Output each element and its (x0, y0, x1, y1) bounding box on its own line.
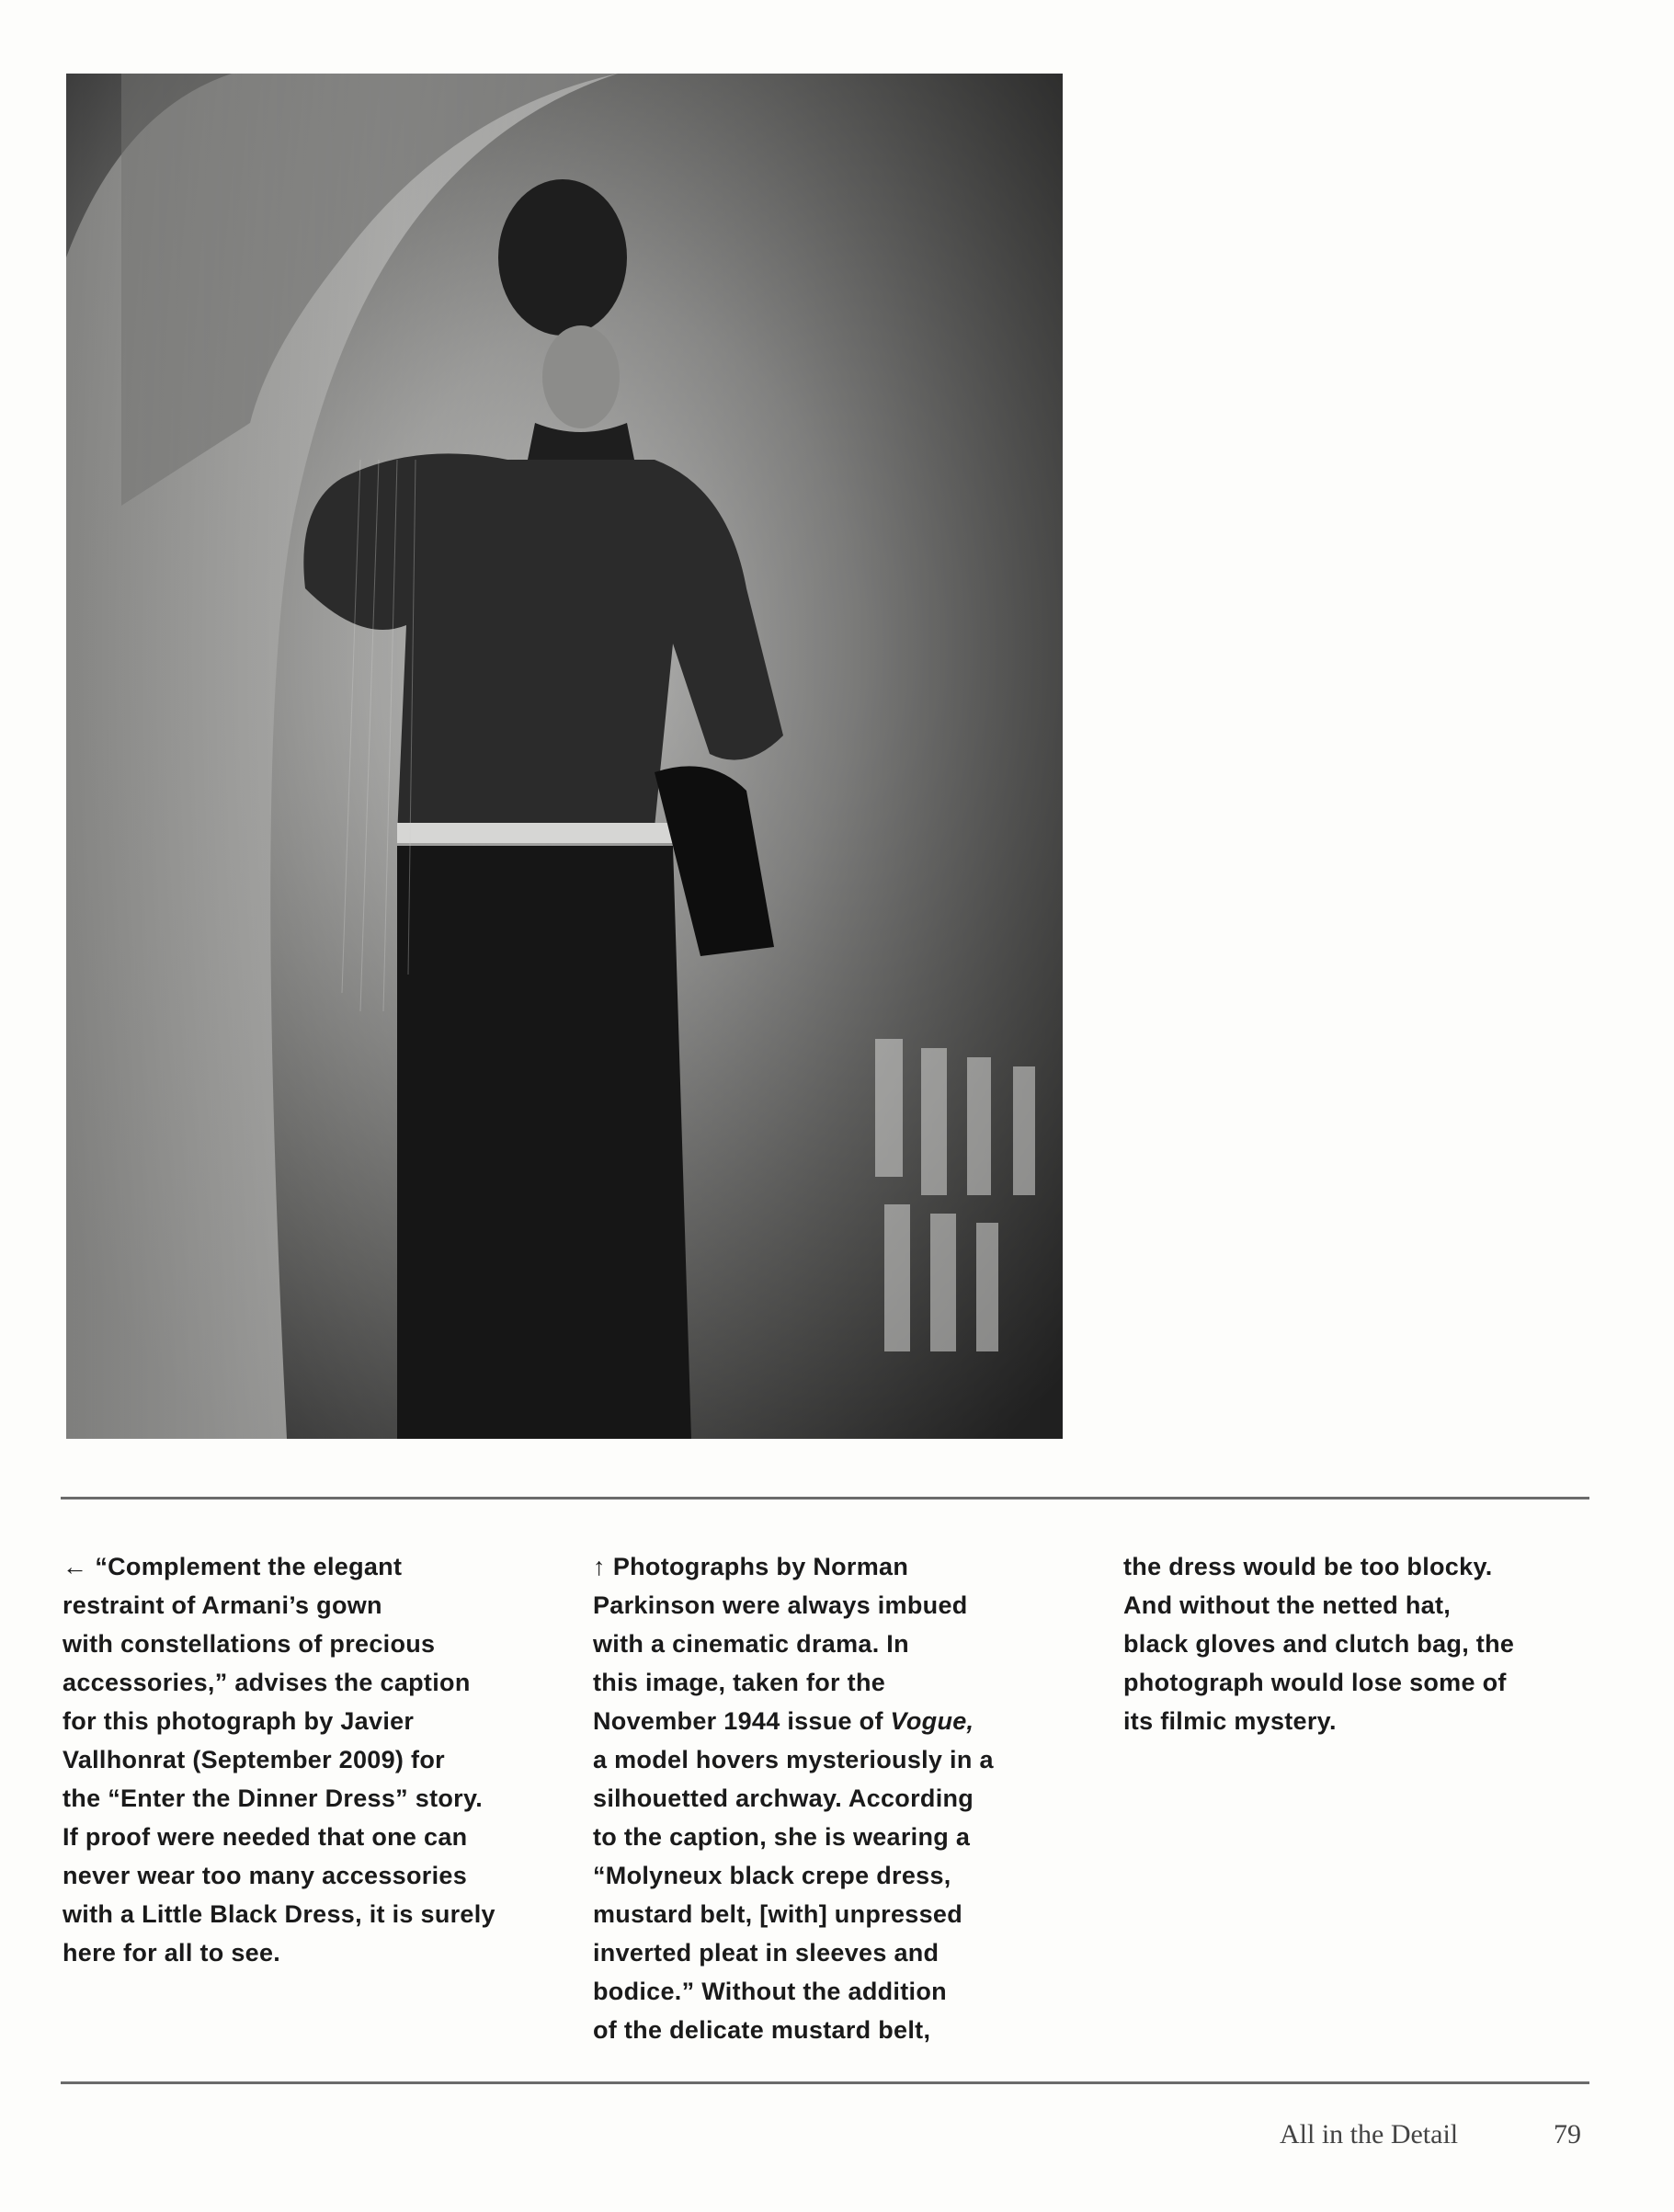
caption-left (63, 1547, 541, 1972)
fashion-photograph (66, 74, 1063, 1439)
caption-line: And without the netted hat, (1123, 1591, 1452, 1619)
caption-line: with constellations of precious (63, 1630, 436, 1658)
caption-line: with a cinematic drama. In (593, 1630, 909, 1658)
caption-line: November 1944 issue of Vogue, (593, 1707, 974, 1735)
caption-line: to the caption, she is wearing a (593, 1823, 971, 1851)
caption-line: of the delicate mustard belt, (593, 2016, 931, 2044)
magazine-title: Vogue, (890, 1707, 974, 1735)
caption-line: Vallhonrat (September 2009) for (63, 1746, 445, 1773)
caption-line: here for all to see. (63, 1939, 281, 1967)
caption-line: “Molyneux black crepe dress, (593, 1862, 951, 1889)
page-number: 79 (1554, 2119, 1581, 2149)
section-title: All in the Detail (1280, 2119, 1459, 2149)
caption-line: its filmic mystery. (1123, 1707, 1337, 1735)
caption-right-part1 (593, 1547, 1071, 2049)
caption-line: the dress would be too blocky. (1123, 1553, 1493, 1580)
caption-line: this image, taken for the (593, 1669, 886, 1696)
top-divider (61, 1497, 1589, 1499)
caption-line: silhouetted archway. According (593, 1784, 974, 1812)
up-arrow-icon: ↑ (593, 1553, 606, 1580)
left-arrow-icon: ← (63, 1553, 88, 1580)
caption-line: for this photograph by Javier (63, 1707, 415, 1735)
caption-line: photograph would lose some of (1123, 1669, 1507, 1696)
caption-line: bodice.” Without the addition (593, 1978, 947, 2005)
caption-line: inverted pleat in sleeves and (593, 1939, 939, 1967)
caption-line: restraint of Armani’s gown (63, 1591, 382, 1619)
caption-right-part2 (1123, 1547, 1583, 1740)
caption-line: with a Little Black Dress, it is surely (63, 1900, 495, 1928)
caption-line: accessories,” advises the caption (63, 1669, 471, 1696)
caption-line: black gloves and clutch bag, the (1123, 1630, 1515, 1658)
caption-line: mustard belt, [with] unpressed (593, 1900, 963, 1928)
caption-line: a model hovers mysteriously in a (593, 1746, 994, 1773)
caption-line: the “Enter the Dinner Dress” story. (63, 1784, 484, 1812)
caption-line: If proof were needed that one can (63, 1823, 468, 1851)
caption-line: Parkinson were always imbued (593, 1591, 968, 1619)
caption-line: ← “Complement the elegant (63, 1547, 541, 1586)
bottom-divider (61, 2081, 1589, 2084)
caption-line: ↑ Photographs by Norman (593, 1547, 1071, 1586)
caption-line: never wear too many accessories (63, 1862, 468, 1889)
